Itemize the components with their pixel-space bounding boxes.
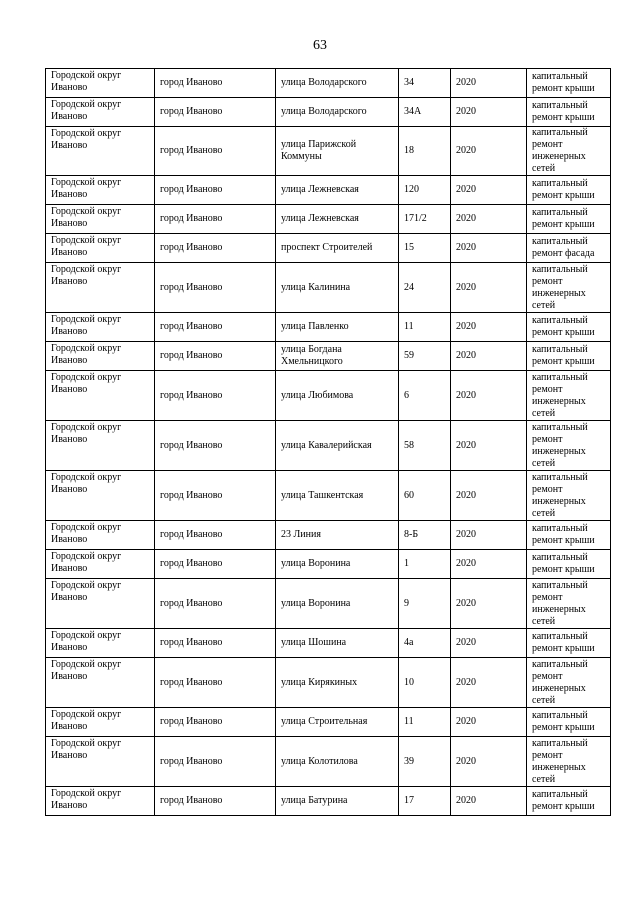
settlement-cell: город Иваново [155, 98, 276, 127]
work-cell: капитальный ремонт инженерных сетей [527, 263, 611, 313]
work-cell: капитальный ремонт крыши [527, 69, 611, 98]
street-cell: улица Любимова [276, 371, 399, 421]
settlement-cell: город Иваново [155, 787, 276, 816]
table-row [46, 98, 611, 127]
table-row [46, 708, 611, 737]
table-row [46, 579, 611, 629]
year-cell: 2020 [451, 579, 527, 629]
table-row [46, 371, 611, 421]
street-cell: улица Кавалерийская [276, 421, 399, 471]
year-cell: 2020 [451, 127, 527, 176]
municipality-cell: Городской округ Иваново [46, 176, 155, 205]
year-cell: 2020 [451, 205, 527, 234]
street-cell: улица Богдана Хмельницкого [276, 342, 399, 371]
repair-schedule-table [45, 68, 611, 816]
street-cell: улица Шошина [276, 629, 399, 658]
house-cell: 4а [399, 629, 451, 658]
settlement-cell: город Иваново [155, 737, 276, 787]
street-cell: улица Калинина [276, 263, 399, 313]
settlement-cell: город Иваново [155, 521, 276, 550]
settlement-cell: город Иваново [155, 234, 276, 263]
work-cell: капитальный ремонт инженерных сетей [527, 579, 611, 629]
house-cell: 120 [399, 176, 451, 205]
year-cell: 2020 [451, 787, 527, 816]
municipality-cell: Городской округ Иваново [46, 658, 155, 708]
settlement-cell: город Иваново [155, 658, 276, 708]
work-cell: капитальный ремонт крыши [527, 787, 611, 816]
municipality-cell: Городской округ Иваново [46, 787, 155, 816]
settlement-cell: город Иваново [155, 579, 276, 629]
work-cell: капитальный ремонт инженерных сетей [527, 127, 611, 176]
work-cell: капитальный ремонт инженерных сетей [527, 658, 611, 708]
table-row [46, 342, 611, 371]
house-cell: 8-Б [399, 521, 451, 550]
municipality-cell: Городской округ Иваново [46, 263, 155, 313]
year-cell: 2020 [451, 708, 527, 737]
settlement-cell: город Иваново [155, 421, 276, 471]
street-cell: улица Володарского [276, 98, 399, 127]
house-cell: 11 [399, 313, 451, 342]
settlement-cell: город Иваново [155, 263, 276, 313]
year-cell: 2020 [451, 313, 527, 342]
settlement-cell: город Иваново [155, 629, 276, 658]
table-row [46, 127, 611, 176]
street-cell: улица Парижской Коммуны [276, 127, 399, 176]
page-number: 63 [313, 38, 327, 53]
municipality-cell: Городской округ Иваново [46, 313, 155, 342]
year-cell: 2020 [451, 176, 527, 205]
house-cell: 6 [399, 371, 451, 421]
table-row [46, 313, 611, 342]
table-row [46, 471, 611, 521]
settlement-cell: город Иваново [155, 313, 276, 342]
table-row [46, 69, 611, 98]
year-cell: 2020 [451, 658, 527, 708]
municipality-cell: Городской округ Иваново [46, 234, 155, 263]
street-cell: улица Воронина [276, 550, 399, 579]
table-row [46, 205, 611, 234]
table-row [46, 658, 611, 708]
year-cell: 2020 [451, 421, 527, 471]
work-cell: капитальный ремонт крыши [527, 176, 611, 205]
house-cell: 171/2 [399, 205, 451, 234]
table-row [46, 263, 611, 313]
street-cell: улица Кирякиных [276, 658, 399, 708]
table-row [46, 787, 611, 816]
street-cell: улица Лежневская [276, 205, 399, 234]
street-cell: улица Володарского [276, 69, 399, 98]
house-cell: 10 [399, 658, 451, 708]
street-cell: улица Строительная [276, 708, 399, 737]
street-cell: улица Колотилова [276, 737, 399, 787]
house-cell: 17 [399, 787, 451, 816]
house-cell: 24 [399, 263, 451, 313]
street-cell: улица Лежневская [276, 176, 399, 205]
house-cell: 59 [399, 342, 451, 371]
municipality-cell: Городской округ Иваново [46, 579, 155, 629]
work-cell: капитальный ремонт крыши [527, 98, 611, 127]
work-cell: капитальный ремонт инженерных сетей [527, 471, 611, 521]
street-cell: улица Павленко [276, 313, 399, 342]
street-cell: улица Батурина [276, 787, 399, 816]
municipality-cell: Городской округ Иваново [46, 421, 155, 471]
settlement-cell: город Иваново [155, 342, 276, 371]
table-row [46, 421, 611, 471]
municipality-cell: Городской округ Иваново [46, 737, 155, 787]
house-cell: 34А [399, 98, 451, 127]
work-cell: капитальный ремонт крыши [527, 205, 611, 234]
table-row [46, 234, 611, 263]
work-cell: капитальный ремонт инженерных сетей [527, 371, 611, 421]
work-cell: капитальный ремонт крыши [527, 629, 611, 658]
street-cell: улица Воронина [276, 579, 399, 629]
year-cell: 2020 [451, 471, 527, 521]
settlement-cell: город Иваново [155, 205, 276, 234]
work-cell: капитальный ремонт крыши [527, 521, 611, 550]
table-row [46, 737, 611, 787]
municipality-cell: Городской округ Иваново [46, 471, 155, 521]
year-cell: 2020 [451, 737, 527, 787]
work-cell: капитальный ремонт инженерных сетей [527, 421, 611, 471]
municipality-cell: Городской округ Иваново [46, 69, 155, 98]
street-cell: улица Ташкентская [276, 471, 399, 521]
municipality-cell: Городской округ Иваново [46, 205, 155, 234]
house-cell: 1 [399, 550, 451, 579]
year-cell: 2020 [451, 234, 527, 263]
year-cell: 2020 [451, 98, 527, 127]
work-cell: капитальный ремонт крыши [527, 708, 611, 737]
settlement-cell: город Иваново [155, 550, 276, 579]
street-cell: 23 Линия [276, 521, 399, 550]
work-cell: капитальный ремонт крыши [527, 342, 611, 371]
municipality-cell: Городской округ Иваново [46, 521, 155, 550]
work-cell: капитальный ремонт инженерных сетей [527, 737, 611, 787]
year-cell: 2020 [451, 550, 527, 579]
settlement-cell: город Иваново [155, 69, 276, 98]
municipality-cell: Городской округ Иваново [46, 550, 155, 579]
settlement-cell: город Иваново [155, 127, 276, 176]
house-cell: 9 [399, 579, 451, 629]
street-cell: проспект Строителей [276, 234, 399, 263]
year-cell: 2020 [451, 521, 527, 550]
year-cell: 2020 [451, 69, 527, 98]
work-cell: капитальный ремонт фасада [527, 234, 611, 263]
table-row [46, 550, 611, 579]
municipality-cell: Городской округ Иваново [46, 629, 155, 658]
house-cell: 58 [399, 421, 451, 471]
house-cell: 34 [399, 69, 451, 98]
work-cell: капитальный ремонт крыши [527, 313, 611, 342]
year-cell: 2020 [451, 263, 527, 313]
work-cell: капитальный ремонт крыши [527, 550, 611, 579]
municipality-cell: Городской округ Иваново [46, 342, 155, 371]
settlement-cell: город Иваново [155, 371, 276, 421]
year-cell: 2020 [451, 629, 527, 658]
table-row [46, 521, 611, 550]
house-cell: 11 [399, 708, 451, 737]
year-cell: 2020 [451, 371, 527, 421]
house-cell: 60 [399, 471, 451, 521]
municipality-cell: Городской округ Иваново [46, 98, 155, 127]
house-cell: 39 [399, 737, 451, 787]
municipality-cell: Городской округ Иваново [46, 127, 155, 176]
year-cell: 2020 [451, 342, 527, 371]
settlement-cell: город Иваново [155, 176, 276, 205]
table-row [46, 176, 611, 205]
house-cell: 15 [399, 234, 451, 263]
municipality-cell: Городской округ Иваново [46, 708, 155, 737]
table-row [46, 629, 611, 658]
municipality-cell: Городской округ Иваново [46, 371, 155, 421]
settlement-cell: город Иваново [155, 471, 276, 521]
house-cell: 18 [399, 127, 451, 176]
settlement-cell: город Иваново [155, 708, 276, 737]
